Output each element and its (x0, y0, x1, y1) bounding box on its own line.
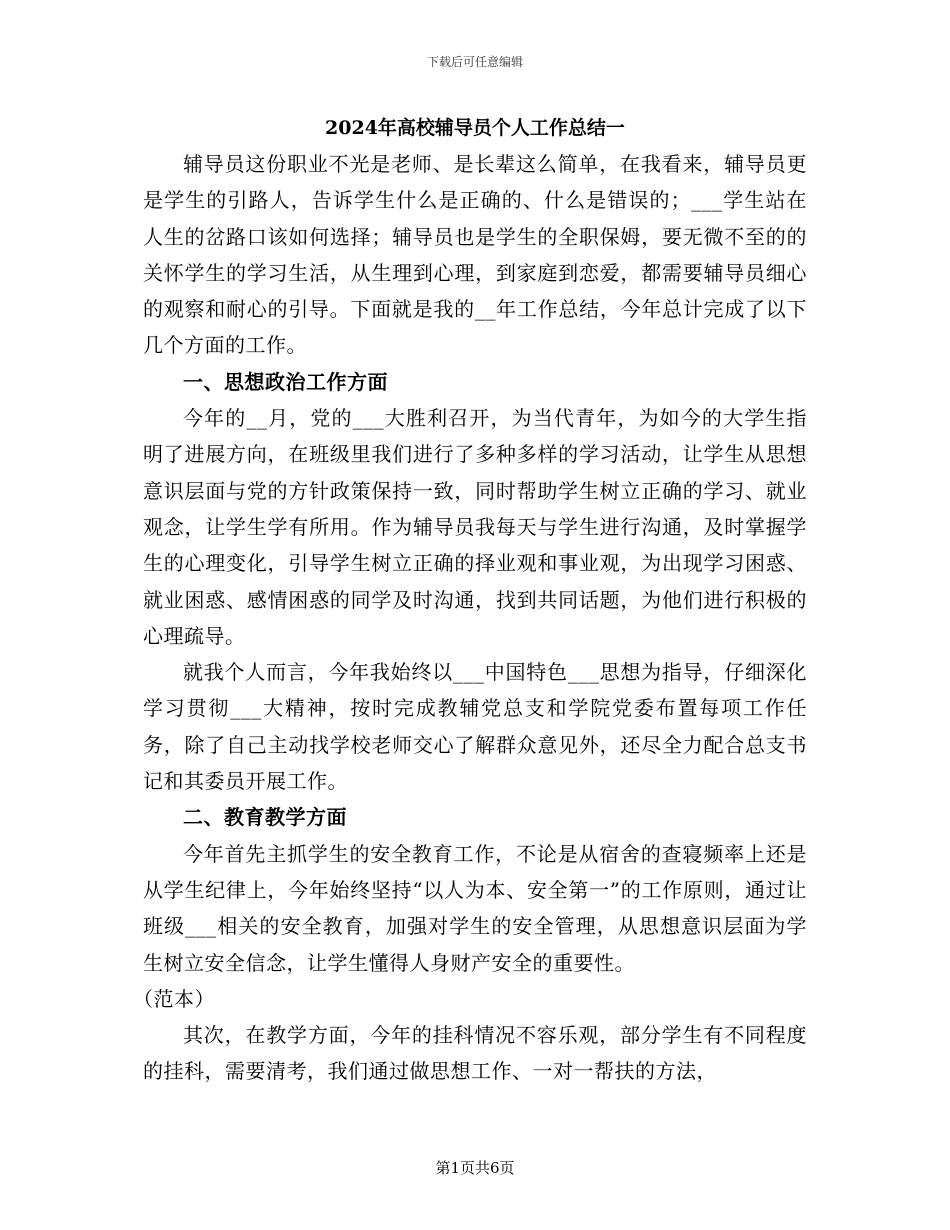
page-header: 下载后可任意编辑 (426, 55, 523, 69)
section-heading-2: 二、教育教学方面 (183, 805, 347, 830)
document-body (133, 110, 807, 1090)
template-note: （范本） (133, 986, 215, 1011)
paragraph-politics: 今年的__月，党的___大胜利召开，为当代青年，为如今的大学生指明了进展方向，在班级里我们进行了多种多样的学习活动，让学生从思想意识层面与党的方针政策保持一致，同时帮助学生树立正确的学习、就业观念，让学生学有所用。作为辅导员我每天与学生进行沟通，及时掌握学生的心理变化，引导学生树立正确的择业观和事业观，为出现学习困惑、就业困惑、感情困惑的同学及时沟通，找到共同话题，为他们进行积极的心理疏导。 (143, 406, 807, 648)
page-footer: 第1页共6页 (435, 1159, 515, 1177)
document-title: 2024年高校辅导员个人工作总结一 (325, 117, 625, 139)
section-heading-1: 一、思想政治工作方面 (183, 369, 388, 394)
paragraph-safety: 今年首先主抓学生的安全教育工作，不论是从宿舍的查寝频率上还是从学生纪律上，今年始终坚持“以人为本、安全第一”的工作原则，通过让班级___相关的安全教育，加强对学生的安全管理，从思想意识层面为学生树立安全信念，让学生懂得人身财产安全的重要性。 (143, 841, 807, 975)
paragraph-intro: 辅导员这份职业不光是老师、是长辈这么简单，在我看来，辅导员更是学生的引路人，告诉学生什么是正确的、什么是错误的；___学生站在人生的岔路口该如何选择；辅导员也是学生的全职保姆，要无微不至的的关怀学生的学习生活，从生理到心理，到家庭到恋爱，都需要辅导员细心的观察和耐心的引导。下面就是我的__年工作总结，今年总计完成了以下几个方面的工作。 (143, 152, 807, 358)
paragraph-personal: 就我个人而言，今年我始终以___中国特色___思想为指导，仔细深化学习贯彻___大精神，按时完成教辅党总支和学院党委布置每项工作任务，除了自己主动找学校老师交心了解群众意见外，还尽全力配合总支书记和其委员开展工作。 (143, 660, 807, 794)
paragraph-teaching: 其次，在教学方面，今年的挂科情况不容乐观，部分学生有不同程度的挂科，需要清考，我们通过做思想工作、一对一帮扶的方法， (143, 1023, 807, 1084)
